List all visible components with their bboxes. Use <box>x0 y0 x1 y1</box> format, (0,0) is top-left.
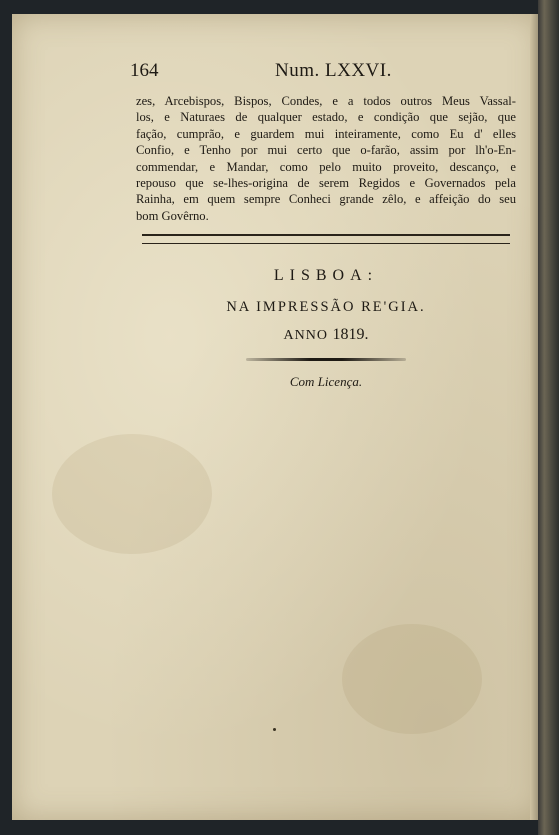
text-line: Rainha, em quem sempre Conheci grande zêlo, e affeição do seu <box>136 192 516 207</box>
book-spine <box>538 0 559 835</box>
license-note: Com Licença. <box>289 374 363 389</box>
ornamental-rule <box>246 358 406 361</box>
ink-dot <box>273 728 276 731</box>
text-line: fação, cumprão, e guardem mui inteiramente, como Eu d' elles <box>136 126 516 141</box>
page-header <box>130 60 410 86</box>
issue-number: Num. LXXVI. <box>275 60 392 81</box>
double-rule-divider <box>142 234 510 244</box>
text-line: repouso que se-lhes-origina de serem Regidos e Governados pela <box>136 176 516 191</box>
page-number: 164 <box>130 60 159 81</box>
text-line: commendar, e Mandar, como pelo muito proveito, descanço, e <box>136 159 516 174</box>
text-line: los, e Naturaes de qualquer estado, e condição que sejão, que <box>136 110 516 125</box>
paper-stain <box>342 624 482 734</box>
imprint-press: NA IMPRESSÃO RE'GIA. <box>226 299 426 315</box>
year-value: 1819. <box>332 326 369 343</box>
year-label: ANNO <box>283 328 328 343</box>
imprint-city: LISBOA: <box>273 267 379 284</box>
paper-stain <box>52 434 212 554</box>
text-line: bom Govêrno. <box>136 208 209 223</box>
body-paragraph <box>136 93 516 224</box>
text-line: Confio, e Tenho por mui certo que o-farão, assim por lh'o-En- <box>136 143 516 158</box>
imprint-year-line <box>136 326 516 344</box>
text-line: zes, Arcebispos, Bispos, Condes, e a todos outros Meus Vassal- <box>136 94 516 108</box>
